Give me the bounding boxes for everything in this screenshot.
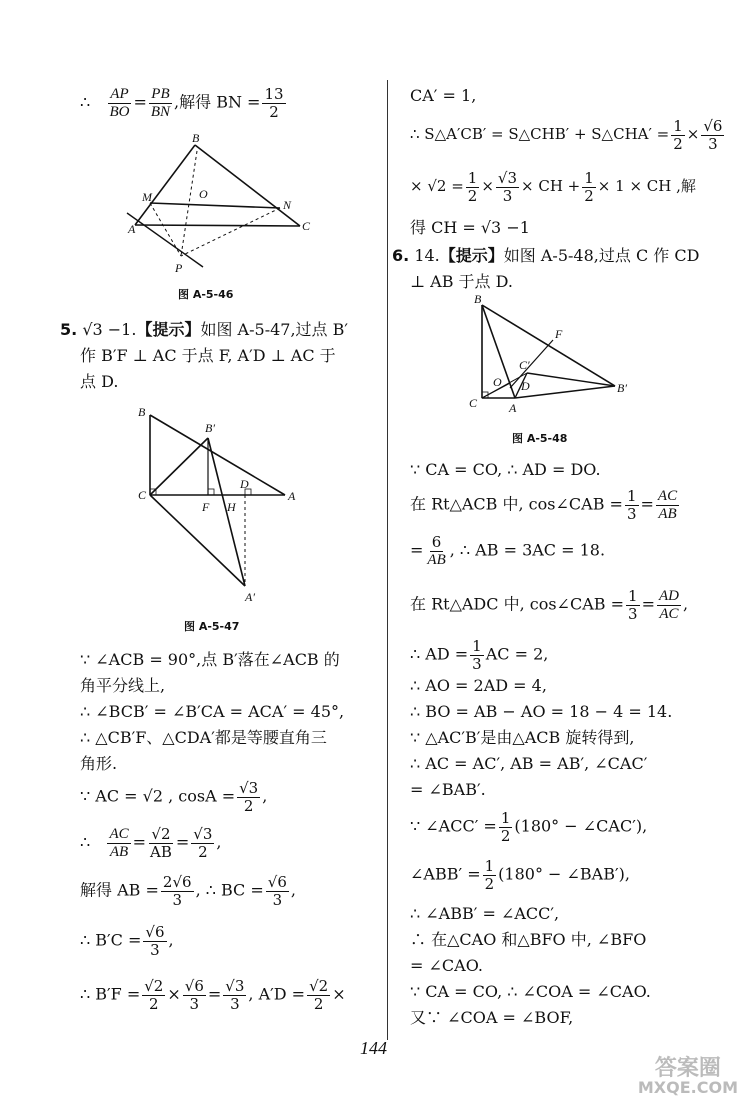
column-divider bbox=[387, 80, 388, 1040]
text-line: ∵ △AC′B′是由△ACB 旋转得到, bbox=[410, 728, 635, 747]
problem-6-header bbox=[392, 246, 699, 265]
denominator: AB bbox=[109, 843, 129, 860]
segment-fo bbox=[510, 340, 553, 388]
numerator: AD bbox=[658, 588, 679, 604]
text-line: ∴ BO = AB − AO = 18 − 4 = 14. bbox=[410, 702, 673, 721]
text: 如图 A-5-47,过点 B′ bbox=[200, 320, 349, 339]
equation-line bbox=[410, 534, 605, 568]
equation-line bbox=[410, 488, 681, 522]
equation-line bbox=[410, 118, 726, 152]
label-b: B bbox=[138, 405, 146, 419]
fraction bbox=[266, 874, 289, 908]
text-line: 作 B′F ⊥ AC 于点 F, A′D ⊥ AC 于 bbox=[80, 346, 336, 365]
text: ,解得 BN = bbox=[174, 92, 261, 112]
fraction bbox=[496, 170, 519, 204]
text: × √2 = bbox=[410, 177, 464, 195]
numerator: √3 bbox=[497, 169, 518, 187]
denominator: 2 bbox=[269, 102, 279, 121]
denominator: 3 bbox=[472, 654, 482, 673]
text-line: 点 D. bbox=[80, 372, 119, 391]
fraction bbox=[161, 874, 194, 908]
denominator: 3 bbox=[272, 890, 283, 909]
therefore-symbol: ∴ bbox=[80, 832, 91, 852]
label-c: C bbox=[138, 488, 147, 502]
fraction bbox=[657, 588, 681, 622]
label-p: P bbox=[175, 261, 183, 275]
fraction bbox=[582, 170, 596, 204]
text: = bbox=[410, 540, 424, 560]
answer: √3 −1. bbox=[82, 320, 137, 339]
numerator: √2 bbox=[309, 977, 329, 995]
segment-ac bbox=[135, 225, 300, 226]
denominator: 2 bbox=[484, 874, 495, 893]
text: ∵ AC = √2 , cosA = bbox=[80, 786, 236, 806]
label-c: C bbox=[302, 219, 311, 233]
figure-a-5-46 bbox=[125, 133, 315, 278]
text-line: = ∠CAO. bbox=[410, 956, 483, 975]
denominator: AB bbox=[658, 505, 677, 522]
text: , ∴ BC = bbox=[195, 880, 264, 900]
text: 解得 AB = bbox=[80, 880, 159, 900]
fraction bbox=[307, 978, 330, 1012]
text-line: ∴ AC = AC′, AB = AB′, ∠CAC′ bbox=[410, 754, 648, 773]
segment-ba bbox=[150, 415, 285, 495]
segment-ba bbox=[135, 145, 195, 225]
text: = bbox=[207, 984, 222, 1004]
fraction bbox=[671, 118, 685, 152]
equation-line bbox=[80, 780, 267, 814]
numerator: 1 bbox=[467, 169, 478, 187]
label-a: A bbox=[128, 222, 136, 236]
segment-cpbp bbox=[527, 373, 615, 386]
label-bp: B′ bbox=[617, 381, 627, 395]
label-a: A bbox=[288, 489, 296, 503]
fraction bbox=[499, 810, 513, 844]
page-number: 144 bbox=[360, 1038, 387, 1058]
label-d: D bbox=[240, 477, 249, 491]
denominator: 2 bbox=[198, 842, 208, 861]
problem-number: 5. bbox=[60, 320, 78, 339]
answer: 14. bbox=[414, 246, 440, 265]
text: × bbox=[332, 984, 346, 1004]
dashed-np bbox=[181, 208, 280, 256]
numerator: 2√6 bbox=[162, 873, 192, 891]
denominator: 3 bbox=[628, 604, 638, 623]
fraction bbox=[149, 86, 172, 120]
text: ∴ B′F = bbox=[80, 984, 141, 1004]
text-line: ∴ 在△CAO 和△BFO 中, ∠BFO bbox=[410, 930, 647, 949]
fraction bbox=[183, 978, 206, 1012]
label-cp: C′ bbox=[519, 358, 530, 372]
watermark-text: 答案圈 bbox=[654, 1056, 721, 1082]
fraction bbox=[656, 488, 679, 522]
text-line: 角形. bbox=[80, 754, 118, 773]
text-line: 得 CH = √3 −1 bbox=[410, 218, 530, 237]
label-bp: B′ bbox=[205, 421, 215, 435]
numerator: 1 bbox=[628, 587, 638, 605]
text-line: 又∵ ∠COA = ∠BOF, bbox=[410, 1008, 574, 1027]
denominator: BO bbox=[109, 103, 130, 120]
label-b: B bbox=[474, 293, 482, 306]
text-line: 角平分线上, bbox=[80, 676, 166, 695]
text: , bbox=[216, 832, 222, 852]
numerator: √3 bbox=[193, 825, 213, 843]
problem-number: 6. bbox=[392, 246, 410, 265]
numerator: 1 bbox=[472, 637, 482, 655]
hint-label: 【提示】 bbox=[439, 246, 504, 265]
numerator: 13 bbox=[264, 85, 284, 103]
text: × CH + bbox=[521, 177, 581, 195]
numerator: AC bbox=[657, 488, 678, 504]
denominator: 2 bbox=[243, 796, 254, 815]
label-f: F bbox=[555, 327, 563, 341]
fraction bbox=[483, 858, 497, 892]
label-b: B bbox=[192, 133, 200, 145]
equation-line bbox=[410, 810, 647, 844]
text-line: ∵ ∠ACB = 90°,点 B′落在∠ACB 的 bbox=[80, 650, 340, 669]
text: ∴ AD = bbox=[410, 644, 469, 664]
fraction bbox=[262, 86, 285, 120]
numerator: 1 bbox=[673, 117, 683, 135]
right-angle-mark bbox=[208, 489, 214, 495]
fraction bbox=[625, 488, 639, 522]
label-h: H bbox=[227, 500, 236, 514]
numerator: 1 bbox=[584, 169, 594, 187]
numerator: AC bbox=[109, 826, 129, 842]
fraction bbox=[191, 826, 214, 860]
denominator: 3 bbox=[626, 504, 637, 523]
denominator: 2 bbox=[313, 994, 324, 1013]
text-line: ⊥ AB 于点 D. bbox=[410, 272, 513, 291]
figure-a-5-48 bbox=[465, 293, 640, 418]
text: 在 Rt△ADC 中, cos∠CAB = bbox=[410, 594, 625, 614]
text: , bbox=[682, 594, 689, 614]
denominator: 3 bbox=[708, 134, 718, 153]
denominator: 3 bbox=[230, 994, 240, 1013]
text-line: ∴ AO = 2AD = 4, bbox=[410, 676, 547, 695]
text: 如图 A-5-48,过点 C 作 CD bbox=[503, 246, 700, 265]
figure-caption: 图 A-5-48 bbox=[512, 432, 568, 445]
text: ∠ABB′ = bbox=[410, 864, 481, 884]
equation-line bbox=[410, 588, 688, 622]
hint-label: 【提示】 bbox=[136, 320, 201, 339]
figure-a-5-47 bbox=[135, 403, 305, 608]
equation-line bbox=[410, 858, 630, 892]
numerator: √6 bbox=[267, 873, 287, 891]
text: × bbox=[686, 125, 700, 143]
segment-mn bbox=[150, 203, 280, 208]
denominator: BN bbox=[150, 103, 171, 120]
text: (180° − ∠BAB′), bbox=[498, 864, 630, 884]
fraction bbox=[466, 170, 480, 204]
numerator: 1 bbox=[484, 857, 495, 875]
label-m: M bbox=[142, 190, 152, 204]
text: , A′D = bbox=[248, 984, 306, 1004]
problem-5-header bbox=[60, 320, 348, 339]
denominator: AC bbox=[659, 605, 679, 622]
denominator: AB bbox=[427, 551, 446, 568]
text: , ∴ AB = 3AC = 18. bbox=[449, 540, 606, 560]
denominator: 2 bbox=[584, 186, 594, 205]
equation-line bbox=[80, 924, 174, 958]
text: , bbox=[168, 930, 174, 950]
equation-line: ∴ $\frac{AC}{AB}$ = $\frac{√2}{AB}$ = $\frac{√3}{2}$ , bbox=[80, 825, 222, 861]
text: ∴ S△A′CB′ = S△CHB′ + S△CHA′ = bbox=[410, 125, 670, 143]
denominator: 2 bbox=[467, 186, 478, 205]
denominator: 3 bbox=[189, 994, 200, 1013]
watermark-logo bbox=[638, 1057, 738, 1097]
therefore-symbol: ∴ bbox=[80, 92, 91, 112]
fraction bbox=[107, 86, 131, 120]
denominator: 3 bbox=[502, 186, 513, 205]
fraction bbox=[626, 588, 640, 622]
fraction bbox=[425, 534, 447, 568]
label-o: O bbox=[493, 375, 502, 389]
numerator: √2 bbox=[144, 977, 164, 995]
denominator: 3 bbox=[150, 940, 160, 959]
numerator: √6 bbox=[703, 117, 723, 135]
numerator: √3 bbox=[239, 779, 259, 797]
text: (180° − ∠CAC′), bbox=[514, 816, 648, 836]
denominator: 3 bbox=[172, 890, 182, 909]
denominator: 2 bbox=[673, 134, 683, 153]
numerator: √3 bbox=[225, 977, 245, 995]
numerator: 6 bbox=[431, 533, 442, 551]
label-a: A bbox=[509, 401, 517, 415]
text: , bbox=[262, 786, 268, 806]
text: ∴ B′C = bbox=[80, 930, 142, 950]
line-through-a-p bbox=[127, 213, 203, 267]
fraction bbox=[142, 978, 165, 1012]
numerator: 1 bbox=[500, 809, 511, 827]
numerator: 1 bbox=[626, 487, 637, 505]
text: × bbox=[167, 984, 181, 1004]
numerator: √6 bbox=[184, 977, 204, 995]
label-n: N bbox=[283, 198, 292, 212]
label-o: O bbox=[199, 187, 208, 201]
text: 在 Rt△ACB 中, cos∠CAB = bbox=[410, 494, 623, 514]
text: ∵ ∠ACC′ = bbox=[410, 816, 497, 836]
text-line: ∴ △CB′F、△CDA′都是等腰直角三 bbox=[80, 728, 327, 747]
equation-line bbox=[410, 638, 548, 672]
text-line: ∴ ∠BCB′ = ∠B′CA = ACA′ = 45°, bbox=[80, 702, 345, 721]
segment-cbp bbox=[150, 438, 208, 495]
numerator: AP bbox=[110, 86, 129, 102]
text-line: = ∠BAB′. bbox=[410, 780, 486, 799]
fraction bbox=[237, 780, 260, 814]
denominator: AB bbox=[150, 842, 172, 861]
equation-line bbox=[80, 978, 346, 1012]
equation-line bbox=[80, 874, 296, 908]
figure-caption: 图 A-5-46 bbox=[178, 288, 234, 301]
label-ap: A′ bbox=[245, 590, 255, 604]
fraction bbox=[701, 118, 724, 152]
label-c: C bbox=[469, 396, 478, 410]
denominator: 2 bbox=[149, 994, 159, 1013]
text: = bbox=[640, 494, 654, 514]
fraction bbox=[223, 978, 246, 1012]
denominator: 2 bbox=[500, 826, 511, 845]
numerator: PB bbox=[151, 86, 170, 102]
label-d: D bbox=[521, 379, 530, 393]
segment-abp bbox=[515, 386, 615, 398]
fraction bbox=[148, 826, 174, 860]
text: = bbox=[641, 594, 655, 614]
label-f: F bbox=[202, 500, 210, 514]
text: × bbox=[481, 177, 494, 195]
figure-caption: 图 A-5-47 bbox=[184, 620, 240, 633]
fraction bbox=[107, 826, 130, 860]
fraction bbox=[470, 638, 484, 672]
text-line: ∵ CA = CO, ∴ AD = DO. bbox=[410, 460, 601, 479]
text: AC = 2, bbox=[485, 644, 549, 664]
segment-bc bbox=[195, 145, 300, 226]
numerator: √2 bbox=[151, 825, 171, 843]
text-line: ∵ CA = CO, ∴ ∠COA = ∠CAO. bbox=[410, 982, 651, 1001]
text: × 1 × CH ,解 bbox=[597, 177, 696, 195]
numerator: √6 bbox=[145, 923, 165, 941]
watermark-url: MXQE.COM bbox=[637, 1078, 738, 1098]
text-line: ∴ ∠ABB′ = ∠ACC′, bbox=[410, 904, 560, 923]
text-line: CA′ = 1, bbox=[410, 86, 477, 105]
fraction bbox=[143, 924, 166, 958]
text: , bbox=[290, 880, 296, 900]
equation-line bbox=[410, 170, 696, 204]
equation-line: ∴ $\frac{AP}{BO}$ = $\frac{PB}{BN}$ ,解得 BN = $\frac{13}{2}$ bbox=[80, 85, 284, 121]
